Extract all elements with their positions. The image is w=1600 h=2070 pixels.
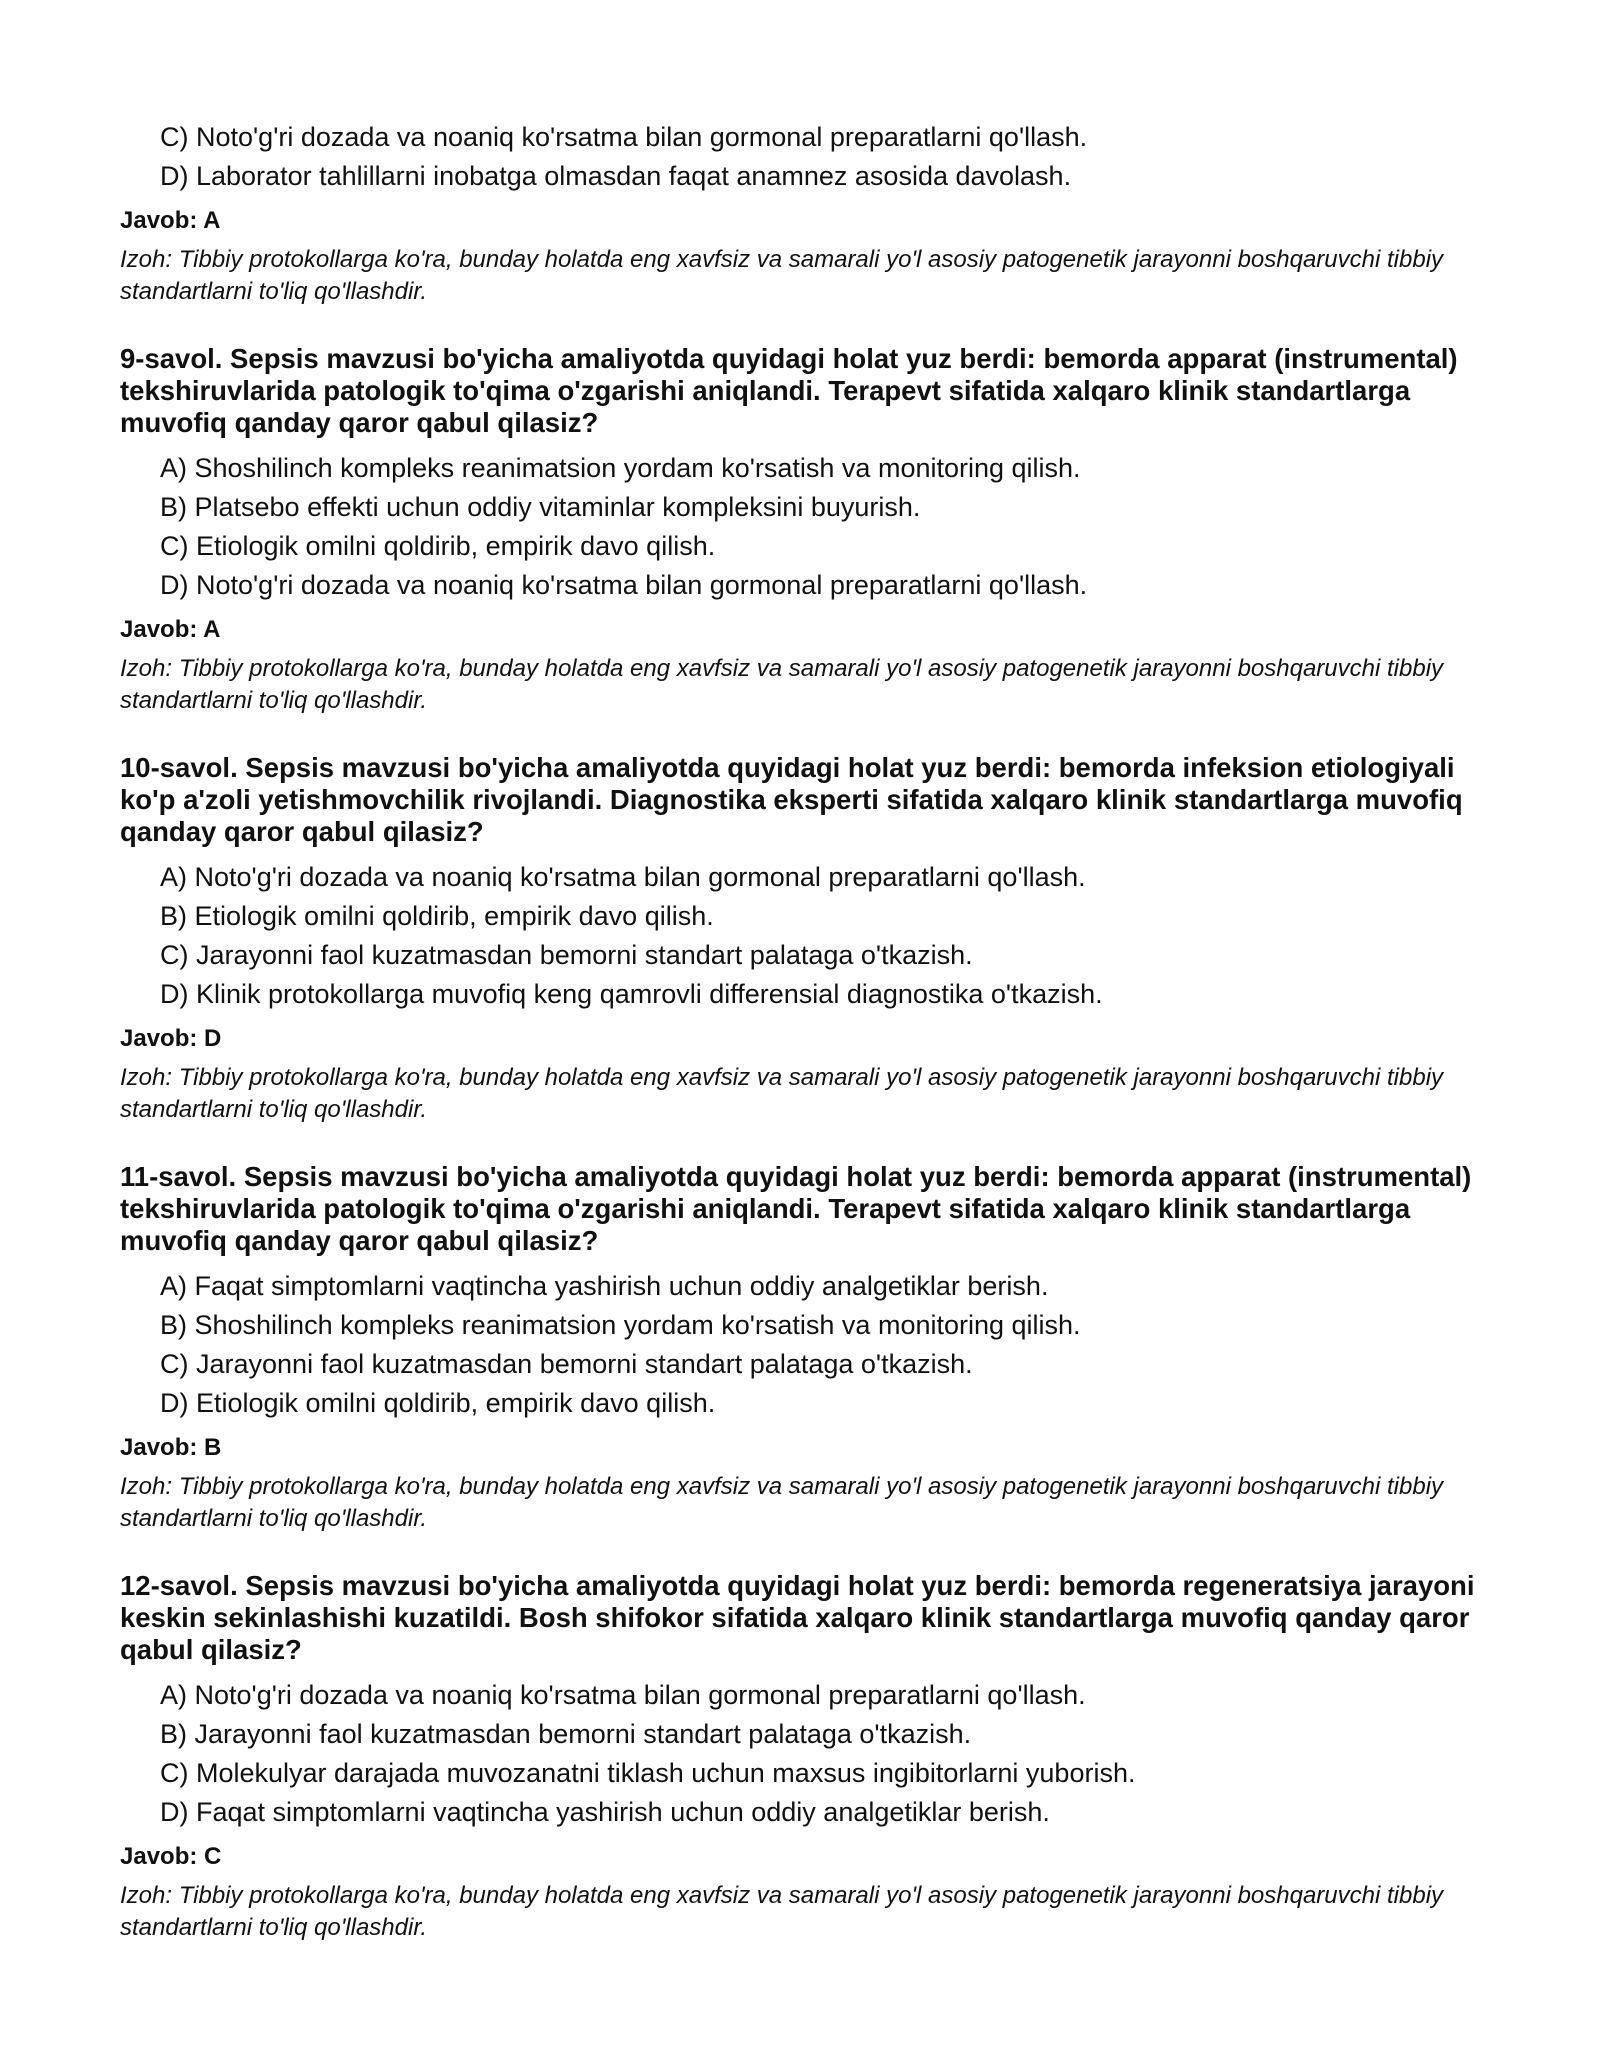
answer-label: Javob: A <box>120 207 221 234</box>
option-d: D) Faqat simptomlarni vaqtincha yashirish uchun oddiy analgetiklar berish. <box>160 1797 1050 1827</box>
question-9 <box>120 343 1500 717</box>
option-a: A) Faqat simptomlarni vaqtincha yashirish uchun oddiy analgetiklar berish. <box>160 1271 1049 1301</box>
explanation-text: Izoh: Tibbiy protokollarga ko'ra, bunday holatda eng xavfsiz va samarali yo'l asosiy patogenetik jarayonni boshqaruvchi tibbiy standartlarni to'liq qo'llashdir. <box>120 1473 1444 1532</box>
previous-question-tail <box>120 118 1500 308</box>
option-d: D) Klinik protokollarga muvofiq keng qamrovli differensial diagnostika o'tkazish. <box>160 979 1103 1009</box>
option-a: A) Noto'g'ri dozada va noaniq ko'rsatma bilan gormonal preparatlarni qo'llash. <box>160 862 1086 892</box>
answer-label: Javob: B <box>120 1434 222 1461</box>
option-c: C) Noto'g'ri dozada va noaniq ko'rsatma bilan gormonal preparatlarni qo'llash. <box>160 122 1088 152</box>
question-text: 12-savol. Sepsis mavzusi bo'yicha amaliyotda quyidagi holat yuz berdi: bemorda regeneratsiya jarayoni keskin sekinlashishi kuzatildi. Bosh shifokor sifatida xalqaro klinik standartlarga muvofiq qanday qaror qabul qilasiz? <box>120 1570 1475 1665</box>
explanation-text: Izoh: Tibbiy protokollarga ko'ra, bunday holatda eng xavfsiz va samarali yo'l asosiy patogenetik jarayonni boshqaruvchi tibbiy standartlarni to'liq qo'llashdir. <box>120 1064 1444 1123</box>
option-a: A) Noto'g'ri dozada va noaniq ko'rsatma bilan gormonal preparatlarni qo'llash. <box>160 1680 1086 1710</box>
option-c: C) Jarayonni faol kuzatmasdan bemorni standart palataga o'tkazish. <box>160 1349 973 1379</box>
option-c: C) Jarayonni faol kuzatmasdan bemorni standart palataga o'tkazish. <box>160 940 973 970</box>
option-d: D) Laborator tahlillarni inobatga olmasdan faqat anamnez asosida davolash. <box>160 161 1072 191</box>
option-b: B) Shoshilinch kompleks reanimatsion yordam ko'rsatish va monitoring qilish. <box>160 1310 1081 1340</box>
option-a: A) Shoshilinch kompleks reanimatsion yordam ko'rsatish va monitoring qilish. <box>160 453 1081 483</box>
question-11 <box>120 1161 1500 1535</box>
question-text: 9-savol. Sepsis mavzusi bo'yicha amaliyotda quyidagi holat yuz berdi: bemorda apparat (instrumental) tekshiruvlarida patologik to'qima o'zgarishi aniqlandi. Terapevt sifatida xalqaro klinik standartlarga muvofiq qanday qaror qabul qilasiz? <box>120 343 1458 438</box>
option-b: B) Jarayonni faol kuzatmasdan bemorni standart palataga o'tkazish. <box>160 1719 972 1749</box>
option-d: D) Noto'g'ri dozada va noaniq ko'rsatma bilan gormonal preparatlarni qo'llash. <box>160 570 1088 600</box>
explanation-text: Izoh: Tibbiy protokollarga ko'ra, bunday holatda eng xavfsiz va samarali yo'l asosiy patogenetik jarayonni boshqaruvchi tibbiy standartlarni to'liq qo'llashdir. <box>120 246 1444 305</box>
explanation-text: Izoh: Tibbiy protokollarga ko'ra, bunday holatda eng xavfsiz va samarali yo'l asosiy patogenetik jarayonni boshqaruvchi tibbiy standartlarni to'liq qo'llashdir. <box>120 1882 1444 1941</box>
question-10 <box>120 752 1500 1126</box>
option-b: B) Platsebo effekti uchun oddiy vitaminlar kompleksini buyurish. <box>160 492 921 522</box>
question-text: 11-savol. Sepsis mavzusi bo'yicha amaliyotda quyidagi holat yuz berdi: bemorda apparat (instrumental) tekshiruvlarida patologik to'qima o'zgarishi aniqlandi. Terapevt sifatida xalqaro klinik standartlarga muvofiq qanday qaror qabul qilasiz? <box>120 1161 1472 1256</box>
answer-label: Javob: D <box>120 1025 222 1052</box>
option-c: C) Etiologik omilni qoldirib, empirik davo qilish. <box>160 531 716 561</box>
explanation-text: Izoh: Tibbiy protokollarga ko'ra, bunday holatda eng xavfsiz va samarali yo'l asosiy patogenetik jarayonni boshqaruvchi tibbiy standartlarni to'liq qo'llashdir. <box>120 655 1444 714</box>
answer-label: Javob: A <box>120 616 221 643</box>
question-12 <box>120 1570 1500 1944</box>
option-d: D) Etiologik omilni qoldirib, empirik davo qilish. <box>160 1388 716 1418</box>
question-text: 10-savol. Sepsis mavzusi bo'yicha amaliyotda quyidagi holat yuz berdi: bemorda infeksion etiologiyali ko'p a'zoli yetishmovchilik rivojlandi. Diagnostika eksperti sifatida xalqaro klinik standartlarga muvofiq qanday qaror qabul qilasiz? <box>120 752 1463 847</box>
answer-label: Javob: C <box>120 1843 222 1870</box>
option-c: C) Molekulyar darajada muvozanatni tiklash uchun maxsus ingibitorlarni yuborish. <box>160 1758 1136 1788</box>
option-b: B) Etiologik omilni qoldirib, empirik davo qilish. <box>160 901 714 931</box>
